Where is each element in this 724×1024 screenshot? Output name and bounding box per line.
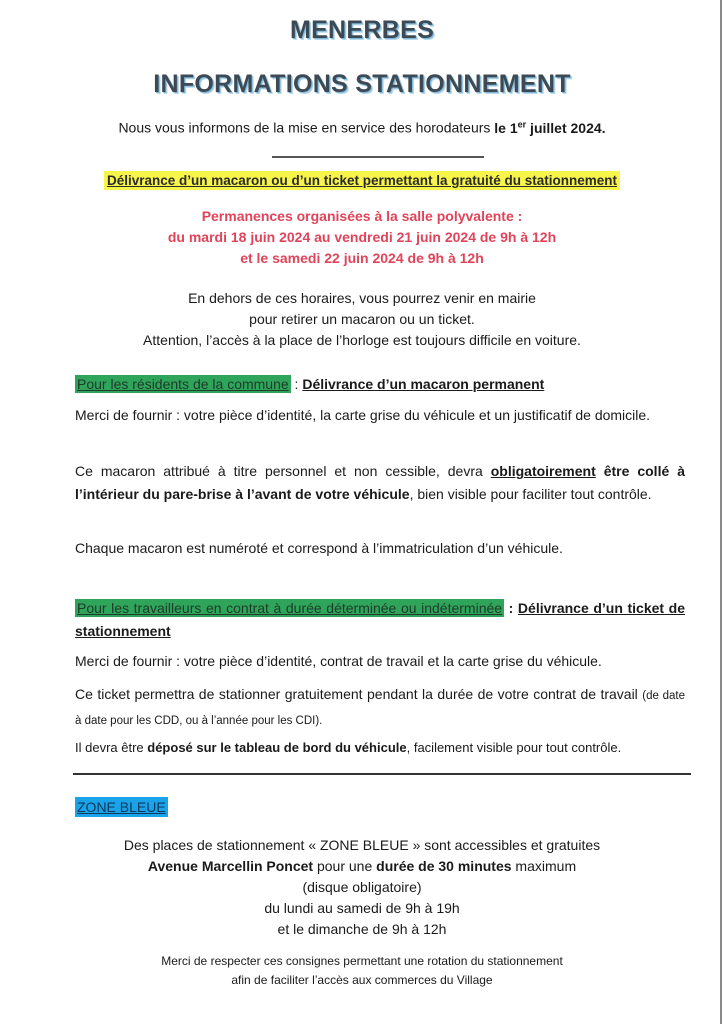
workers-separator: : xyxy=(504,600,518,616)
permanences xyxy=(0,206,724,269)
town-title: MENERBES xyxy=(289,16,435,44)
zone-bleue-avenue: Avenue Marcellin Poncet xyxy=(147,858,314,874)
intro-sentence: Nous vous informons de la mise en service des horodateurs xyxy=(118,119,495,136)
page-title: INFORMATIONS STATIONNEMENT xyxy=(153,70,571,98)
residents-heading-text: Délivrance d’un macaron permanent xyxy=(302,376,545,392)
zone-bleue-line-2-mid: pour une xyxy=(313,858,377,874)
workers-para-3-end: , facilement visible pour tout contrôle. xyxy=(406,740,622,755)
workers-para-2 xyxy=(75,683,685,733)
zone-bleue-line-2-end: maximum xyxy=(511,858,577,874)
workers-para-2-start: Ce ticket permettra de stationner gratuitement pendant la durée de votre contrat de travail xyxy=(75,686,643,702)
workers-heading-text: Délivrance d’un ticket de stationnement xyxy=(75,600,685,639)
zone-bleue-body xyxy=(0,835,724,940)
outside-hours xyxy=(0,288,724,351)
permanences-line-2: du mardi 18 juin 2024 au vendredi 21 juin 2024 de 9h à 12h xyxy=(167,229,557,245)
residents-para-2-start: Ce macaron attribué à titre personnel et non cessible, devra xyxy=(75,463,491,479)
zone-bleue-line-5: et le dimanche de 9h à 12h xyxy=(277,921,447,937)
intro-text xyxy=(0,119,724,136)
zone-bleue-heading xyxy=(75,796,685,819)
zone-bleue-line-3: (disque obligatoire) xyxy=(302,879,422,895)
residents-para-2-end: , bien visible pour faciliter tout contrôle. xyxy=(409,486,652,502)
closing-line-2: afin de faciliter l’accès aux commerces du Village xyxy=(231,973,493,987)
separator-long xyxy=(73,773,691,775)
residents-heading xyxy=(75,373,685,396)
zone-bleue-line-1: Des places de stationnement « ZONE BLEUE » sont accessibles et gratuites xyxy=(123,837,601,853)
outside-hours-line-1: En dehors de ces horaires, vous pourrez venir en mairie xyxy=(188,290,536,306)
highlight-heading: Délivrance d’un macaron ou d’un ticket permettant la gratuité du stationnement xyxy=(104,171,620,190)
zone-bleue-duration: durée de 30 minutes xyxy=(376,858,512,874)
residents-para-3: Chaque macaron est numéroté et correspond à l’immatriculation d’un véhicule. xyxy=(75,540,563,556)
permanences-line-3: et le samedi 22 juin 2024 de 9h à 12h xyxy=(240,250,484,266)
workers-para-3 xyxy=(75,736,685,759)
zone-bleue-line-2 xyxy=(0,856,724,877)
separator-short xyxy=(272,156,484,158)
zone-bleue-label: ZONE BLEUE xyxy=(77,799,166,815)
highlight-heading-wrap xyxy=(0,173,724,188)
workers-para-3-start: Il devra être xyxy=(75,740,148,755)
zone-bleue-line-4: du lundi au samedi de 9h à 19h xyxy=(264,900,460,916)
residents-separator: : xyxy=(290,376,303,392)
outside-hours-line-2: pour retirer un macaron ou un ticket. xyxy=(249,311,475,327)
workers-heading xyxy=(75,597,685,643)
intro-date-prefix: le 1 xyxy=(494,119,518,136)
workers-label: Pour les travailleurs en contrat à durée déterminée ou indéterminée xyxy=(77,600,503,616)
intro-date xyxy=(494,120,605,136)
closing-line-1: Merci de respecter ces consignes permettant une rotation du stationnement xyxy=(161,954,563,968)
outside-hours-line-3: Attention, l’accès à la place de l’horloge est toujours difficile en voiture. xyxy=(143,332,581,348)
residents-para-2-bold: être collé à l’intérieur du pare-brise à l’avant de votre véhicule xyxy=(75,463,685,502)
intro-date-sup: er xyxy=(517,119,527,129)
closing-note xyxy=(0,952,724,990)
workers-para-2-small: (de date à date pour les CDD, ou à l’année pour les CDI). xyxy=(75,690,685,727)
residents-para-1: Merci de fournir : votre pièce d’identité, la carte grise du véhicule et un justificatif de domicile. xyxy=(75,407,651,423)
intro-date-suffix: juillet 2024. xyxy=(526,119,606,136)
residents-label: Pour les résidents de la commune xyxy=(77,376,289,392)
permanences-line-1: Permanences organisées à la salle polyvalente : xyxy=(201,208,523,224)
workers-para-3-bold: déposé sur le tableau de bord du véhicule xyxy=(147,740,407,755)
residents-para-2-underlined: obligatoirement xyxy=(490,463,596,479)
residents-para-2 xyxy=(75,460,685,506)
workers-para-1: Merci de fournir : votre pièce d’identité, contrat de travail et la carte grise du véhicule. xyxy=(75,653,602,669)
